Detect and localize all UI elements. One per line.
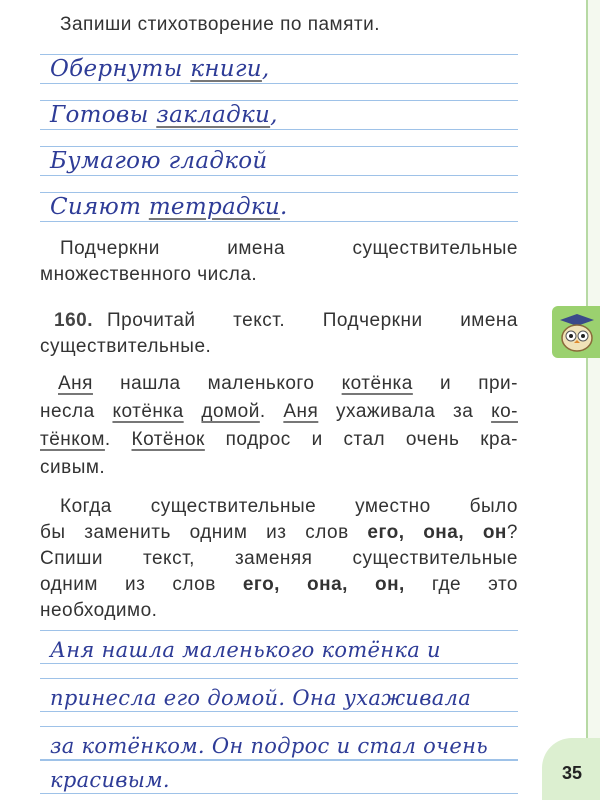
answer-line-1: Аня нашла маленького котёнка и bbox=[40, 622, 518, 668]
page-number-tab bbox=[542, 738, 600, 800]
task1-instruction: Запиши стихотворение по памяти. bbox=[60, 14, 381, 35]
page-edge-line bbox=[586, 0, 588, 800]
handwriting-line-4: Сияют тетрадки. bbox=[40, 180, 518, 226]
answer-line-3: за котёнком. Он подрос и стал очень bbox=[40, 718, 518, 764]
page-side-strip bbox=[588, 0, 600, 800]
task160-reading-text: Аня нашла маленького котёнка и при- несла котёнка домой. Аня ухаживала за ко- тёнком. Котёнок подрос и стал очень кра- сивым. bbox=[40, 373, 519, 478]
task1-footer: Подчеркни имена существительные множественного числа. bbox=[40, 238, 518, 285]
answer-line-4: красивым. bbox=[40, 752, 518, 798]
task160-heading: 160. Прочитай текст. Подчеркни имена существительные. bbox=[40, 310, 518, 357]
exercise-number: 160. bbox=[54, 310, 93, 331]
owl-icon bbox=[558, 312, 596, 352]
page-number: 35 bbox=[561, 763, 583, 783]
owl-badge bbox=[552, 306, 600, 358]
handwriting-line-2: Готовы закладки, bbox=[40, 88, 518, 134]
handwriting-line-3: Бумагою гладкой bbox=[40, 134, 518, 180]
answer-line-2: принесла его домой. Она ухаживала bbox=[40, 670, 518, 716]
handwriting-line-1: Обернуты книги, bbox=[40, 42, 518, 88]
task160-question: Когда существительные уместно было бы заменить одним из слов его, она, он? Спиши текст, заменяя существительные одним из слов его, она, он, где это необходимо. bbox=[40, 496, 519, 621]
